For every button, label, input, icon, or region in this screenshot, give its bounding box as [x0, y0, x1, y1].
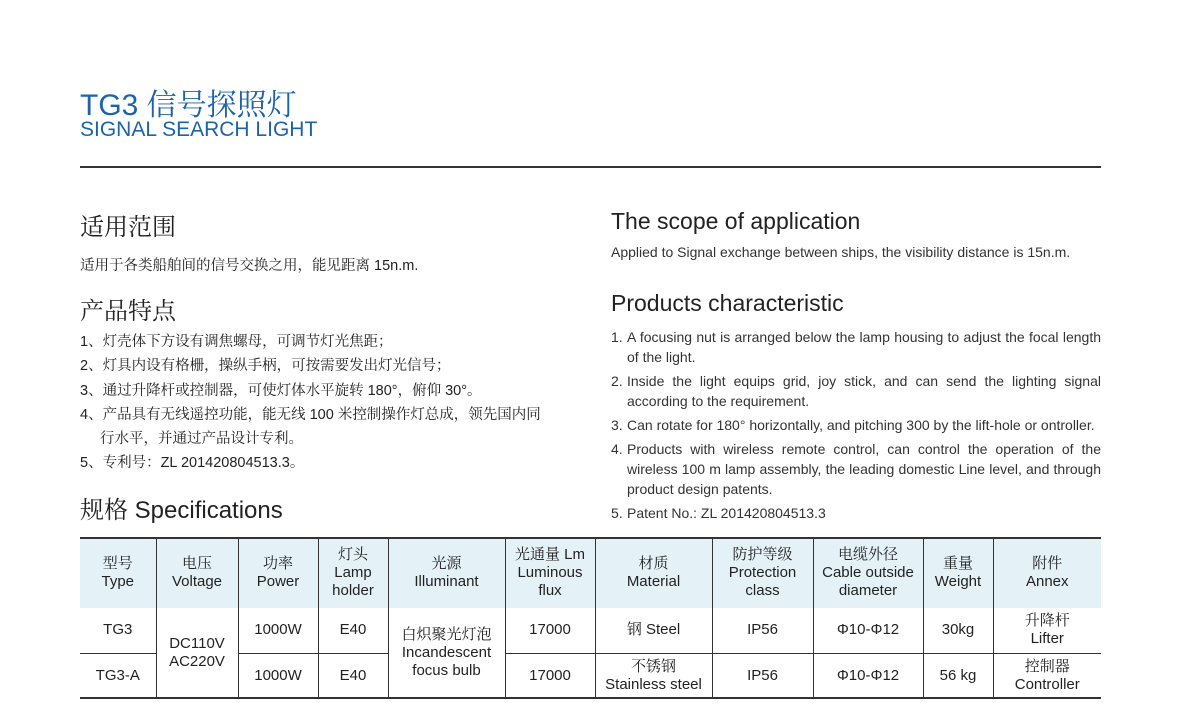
header-divider [80, 166, 1101, 168]
features-heading-cn: 产品特点 [80, 298, 176, 325]
cell-voltage: DC110V AC220V [156, 608, 238, 698]
feature-item-en [611, 327, 1101, 367]
feature-number: 4. [611, 441, 623, 457]
cell-cable: Φ10-Φ12 [813, 653, 923, 698]
cell-holder: E40 [318, 608, 388, 653]
cell-type: TG3-A [80, 653, 156, 698]
feature-item-en [611, 439, 1101, 499]
feature-item-en [611, 503, 1101, 523]
col-illuminant: 光源 Illuminant [388, 538, 505, 608]
feature-item-cn: 1、灯壳体下方设有调焦螺母，可调节灯光焦距； [80, 334, 393, 350]
col-protection: 防护等级 Protection class [712, 538, 813, 608]
feature-item-cn: 4、产品具有无线遥控功能，能无线 100 米控制操作灯总成，领先国内同 [80, 406, 541, 423]
features-heading-en: Products characteristic [611, 290, 844, 316]
feature-item-cn: 行水平，并通过产品设计专利。 [100, 431, 303, 448]
cell-protection: IP56 [712, 608, 813, 653]
col-weight: 重量 Weight [923, 538, 993, 608]
features-list-en [611, 327, 1101, 527]
feature-item-en [611, 415, 1101, 435]
cell-material: 不锈钢 Stainless steel [595, 653, 712, 698]
cell-holder: E40 [318, 653, 388, 698]
cell-material: 钢 Steel [595, 608, 712, 653]
table-top-border [80, 537, 1101, 539]
cell-flux: 17000 [505, 608, 595, 653]
cell-power: 1000W [238, 653, 318, 698]
cell-protection: IP56 [712, 653, 813, 698]
cell-cable: Φ10-Φ12 [813, 608, 923, 653]
specs-heading: 规格 Specifications [80, 497, 283, 524]
feature-text: Products with wireless remote control, can control the operation of the wireless 100 m lamp assembly, the leading domestic Line level, and through product design patents. [627, 441, 1101, 497]
cell-illuminant: 白炽聚光灯泡 Incandescent focus bulb [388, 608, 505, 698]
page-title-cn: TG3 信号探照灯 [80, 89, 297, 122]
feature-item-en [611, 371, 1101, 411]
cell-type: TG3 [103, 621, 133, 639]
col-material: 材质 Material [595, 538, 712, 608]
scope-heading-en: The scope of application [611, 208, 861, 234]
feature-text: Inside the light equips grid, joy stick, and can send the lighting signal according to the requirement. [627, 373, 1101, 409]
col-cable-diameter: 电缆外径 Cable outside diameter [813, 538, 923, 608]
scope-text-cn: 适用于各类船舶间的信号交换之用，能见距离 15n.m. [80, 258, 419, 274]
feature-text: Patent No.: ZL 201420804513.3 [627, 505, 826, 521]
feature-item-cn: 2、灯具内设有格栅，操纵手柄，可按需要发出灯光信号； [80, 358, 451, 375]
col-power: 功率 Power [238, 538, 318, 608]
table-header-row [80, 538, 1101, 608]
feature-number: 3. [611, 417, 623, 433]
table-bottom-border [80, 697, 1101, 699]
col-type: 型号 Type [101, 555, 135, 590]
feature-text: Can rotate for 180° horizontally, and pitching 300 by the lift-hole or ontroller. [627, 417, 1095, 433]
col-voltage: 电压 Voltage [156, 538, 238, 608]
feature-item-cn: 3、通过升降杆或控制器，可使灯体水平旋转 180°，俯仰 30°。 [80, 382, 482, 399]
feature-number: 5. [611, 505, 623, 521]
feature-number: 2. [611, 373, 623, 389]
feature-item-cn: 5、专利号：ZL 201420804513.3。 [80, 455, 305, 472]
cell-annex: 控制器 Controller [993, 653, 1101, 698]
scope-heading-cn: 适用范围 [80, 214, 176, 241]
cell-weight: 30kg [923, 608, 993, 653]
feature-number: 1. [611, 329, 623, 345]
col-luminous-flux: 光通量 Lm Luminous flux [505, 538, 595, 608]
scope-text-en: Applied to Signal exchange between ships, the visibility distance is 15n.m. [611, 244, 1071, 260]
cell-weight: 56 kg [923, 653, 993, 698]
features-list-cn [80, 330, 580, 476]
cell-flux: 17000 [505, 653, 595, 698]
cell-power: 1000W [238, 608, 318, 653]
col-annex: 附件 Annex [993, 538, 1101, 608]
col-lamp-holder: 灯头 Lamp holder [318, 538, 388, 608]
feature-text: A focusing nut is arranged below the lamp housing to adjust the focal length of the light. [627, 329, 1101, 365]
page-title-en: SIGNAL SEARCH LIGHT [80, 118, 318, 141]
specs-table [80, 538, 1101, 698]
cell-annex: 升降杆 Lifter [993, 608, 1101, 653]
table-row [80, 608, 1101, 653]
